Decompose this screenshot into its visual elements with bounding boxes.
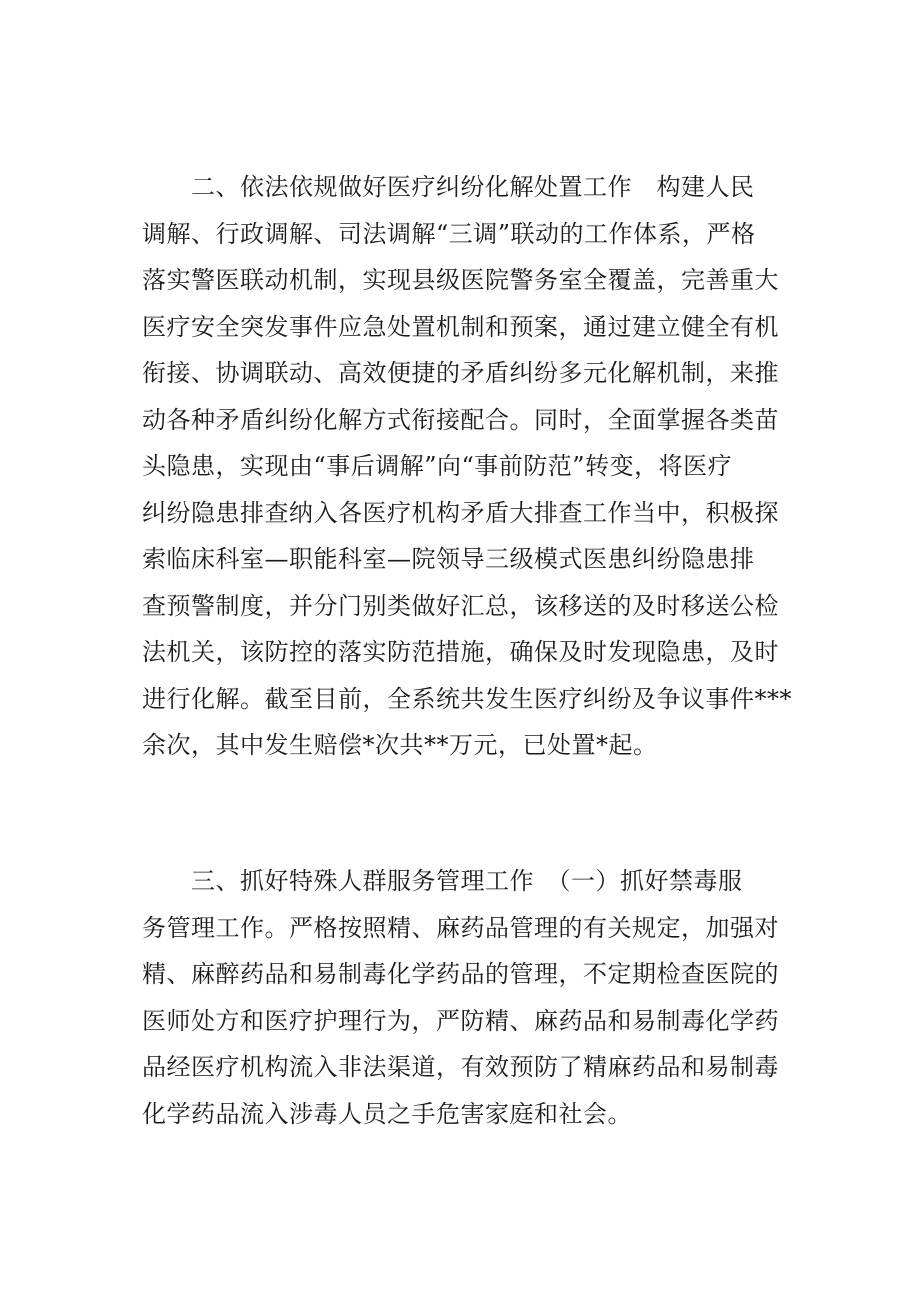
paragraph-line: 纠纷隐患排查纳入各医疗机构矛盾大排查工作当中，积极探 [142, 498, 779, 527]
paragraph-line: 法机关，该防控的落实防范措施，确保及时发现隐患，及时 [142, 638, 779, 666]
paragraph-line: 落实警医联动机制，实现县级医院警务室全覆盖，完善重大 [142, 266, 779, 294]
paragraph-line: 动各种矛盾纠纷化解方式衔接配合。同时，全面掌握各类苗 [142, 405, 779, 434]
paragraph-special-groups [142, 858, 782, 1137]
paragraph-line: 二、依法依规做好医疗纠纷化解处置工作 构建人民 [191, 173, 755, 201]
paragraph-line: 头隐患，实现由“事后调解”向“事前防范”转变，将医疗 [142, 452, 733, 480]
paragraph-medical-disputes [142, 164, 792, 769]
paragraph-line: 调解、行政调解、司法调解“三调”联动的工作体系，严格 [142, 219, 756, 248]
paragraph-line: 医疗安全突发事件应急处置机制和预案，通过建立健全有机 [142, 312, 779, 341]
paragraph-line: 索临床科室—职能科室—院领导三级模式医患纠纷隐患排 [142, 545, 755, 573]
paragraph-line: 品经医疗机构流入非法渠道，有效预防了精麻药品和易制毒 [142, 1053, 779, 1081]
paragraph-line: 化学药品流入涉毒人员之手危害家庭和社会。 [142, 1099, 632, 1128]
paragraph-line: 余次，其中发生赔偿*次共**万元，已处置*起。 [142, 731, 658, 759]
paragraph-line: 医师处方和医疗护理行为，严防精、麻药品和易制毒化学药 [142, 1006, 779, 1035]
paragraph-line: 衔接、协调联动、高效便捷的矛盾纠纷多元化解机制，来推 [142, 359, 779, 387]
paragraph-line: 查预警制度，并分门别类做好汇总，该移送的及时移送公检 [142, 591, 779, 620]
paragraph-line: 精、麻醉药品和易制毒化学药品的管理，不定期检查医院的 [142, 960, 779, 988]
paragraph-line: 务管理工作。严格按照精、麻药品管理的有关规定，加强对 [142, 913, 779, 942]
paragraph-line: 三、抓好特殊人群服务管理工作 （一）抓好禁毒服 [191, 867, 743, 895]
paragraph-line: 进行化解。截至目前，全系统共发生医疗纠纷及争议事件*** [142, 684, 792, 713]
